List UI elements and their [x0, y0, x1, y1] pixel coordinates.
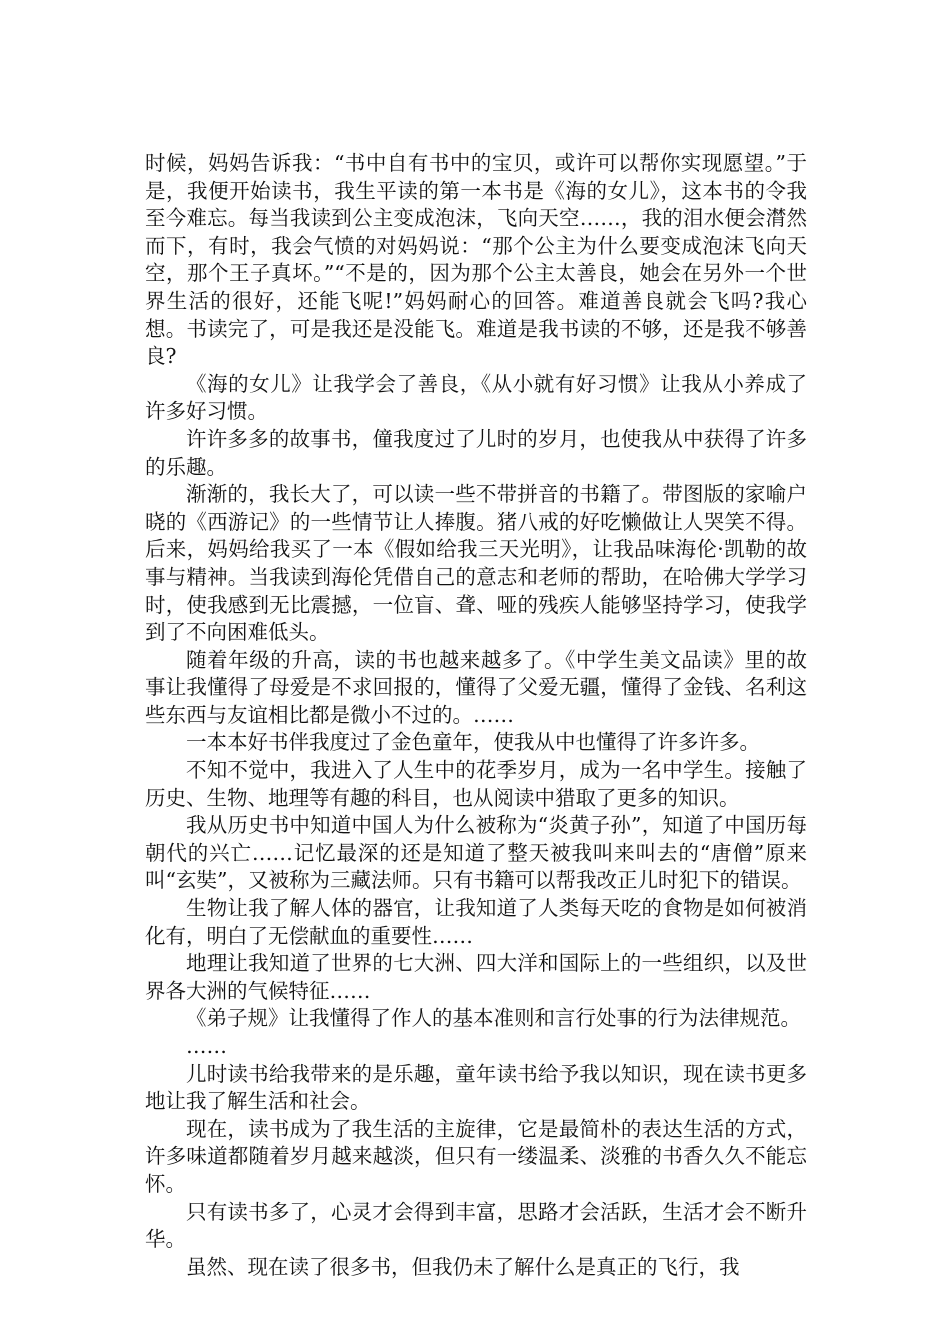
paragraph-11: 《弟子规》让我懂得了作人的基本准则和言行处事的行为法律规范。	[186, 1006, 801, 1031]
paragraph-4: 渐渐的，我长大了，可以读一些不带拼音的书籍了。带图版的家喻户晓的《西游记》的一些情节让人捧腹。猪八戒的好吃懒做让人哭笑不得。后来，妈妈给我买了一本《假如给我三天光明》，让我品味海伦·凯勒的故事与精神。当我读到海伦凭借自己的意志和老师的帮助，在哈佛大学学习时，使我感到无比震撼，一位盲、聋、哑的残疾人能够坚持学习，使我学到了不向困难低头。	[145, 482, 807, 645]
paragraph-3: 许许多多的故事书，僮我度过了儿时的岁月，也使我从中获得了许多的乐趣。	[145, 426, 807, 479]
paragraph-5: 随着年级的升高，读的书也越来越多了。《中学生美文品读》里的故事让我懂得了母爱是不求回报的，懂得了父爱无疆，懂得了金钱、名利这些东西与友谊相比都是微小不过的。……	[145, 647, 807, 727]
paragraph-2: 《海的女儿》让我学会了善良，《从小就有好习惯》让我从小养成了许多好习惯。	[145, 371, 807, 424]
document-page	[145, 150, 807, 1281]
paragraph-1: 时候，妈妈告诉我：“书中自有书中的宝贝，或许可以帮你实现愿望。”于是，我便开始读书，我生平读的第一本书是《海的女儿》，这本书的令我至今难忘。每当我读到公主变成泡沫，飞向天空……，我的泪水便会潸然而下，有时，我会气愤的对妈妈说：“那个公主为什么要变成泡沫飞向天空，那个王子真坏。”“不是的，因为那个公主太善良，她会在另外一个世界生活的很好，还能飞呢!”妈妈耐心的回答。难道善良就会飞吗?我心想。书读完了，可是我还是没能飞。难道是我书读的不够，还是我不够善良?	[145, 151, 807, 369]
paragraph-8: 我从历史书中知道中国人为什么被称为“炎黄子孙”，知道了中国历每朝代的兴亡……记忆最深的还是知道了整天被我叫来叫去的“唐僧”原来叫“玄奘”，又被称为三藏法师。只有书籍可以帮我改正儿时犯下的错误。	[145, 813, 807, 893]
paragraph-6: 一本本好书伴我度过了金色童年，使我从中也懂得了许多许多。	[186, 730, 760, 755]
paragraph-16: 虽然、现在读了很多书，但我仍未了解什么是真正的飞行，我	[186, 1254, 740, 1279]
paragraph-9: 生物让我了解人体的器官，让我知道了人类每天吃的食物是如何被消化有，明白了无偿献血的重要性……	[145, 896, 807, 948]
paragraph-10: 地理让我知道了世界的七大洲、四大洋和国际上的一些组织，以及世界各大洲的气候特征……	[145, 951, 807, 1003]
paragraph-13: 儿时读书给我带来的是乐趣，童年读书给予我以知识，现在读书更多地让我了解生活和社会。	[145, 1061, 807, 1114]
paragraph-14: 现在，读书成为了我生活的主旋律，它是最简朴的表达生活的方式，许多味道都随着岁月越来越淡，但只有一缕温柔、淡雅的书香久久不能忘怀。	[145, 1116, 807, 1196]
paragraph-15: 只有读书多了，心灵才会得到丰富，思路才会活跃，生活才会不断升华。	[145, 1199, 807, 1252]
paragraph-12: ……	[186, 1034, 227, 1058]
paragraph-7: 不知不觉中，我进入了人生中的花季岁月，成为一名中学生。接触了历史、生物、地理等有趣的科目，也从阅读中猎取了更多的知识。	[145, 758, 807, 810]
